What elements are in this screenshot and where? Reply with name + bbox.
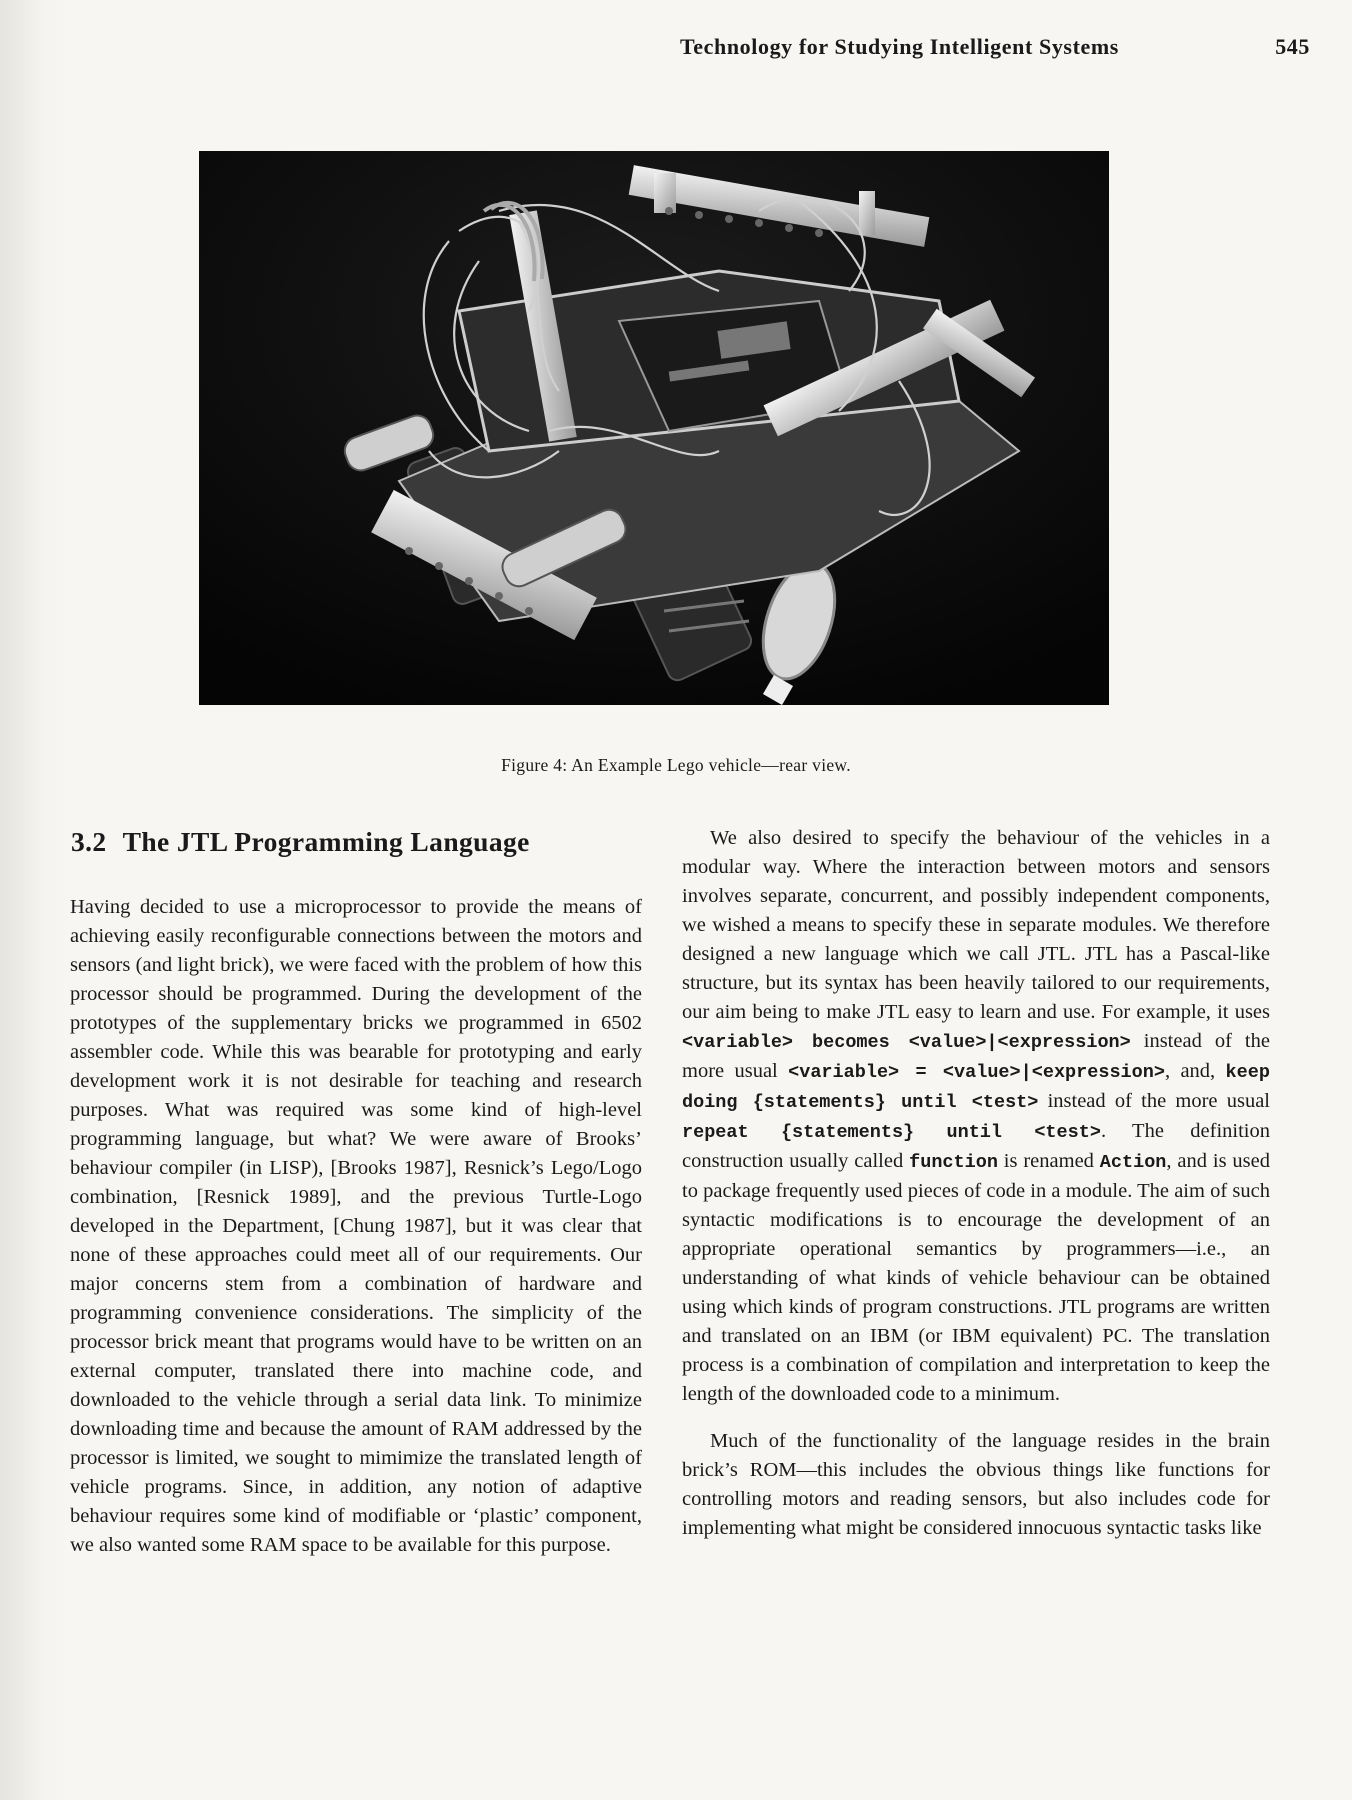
left-column	[70, 893, 642, 1560]
page-edge-shadow	[0, 0, 70, 1800]
figure-caption: Figure 4: An Example Lego vehicle—rear view.	[501, 755, 851, 775]
page-number: 545	[1275, 34, 1310, 59]
code-snippet: keep doing {statements} until <test>	[682, 1062, 1270, 1113]
code-snippet: <variable> = <value>|<expression>	[788, 1062, 1165, 1083]
right-column	[682, 824, 1270, 1543]
code-snippet: <variable> becomes <value>|<expression>	[682, 1032, 1131, 1053]
code-snippet: repeat {statements} until <test>	[682, 1122, 1101, 1143]
text-run: , and,	[1164, 1060, 1226, 1082]
figure-lego-vehicle-photo	[199, 151, 1109, 705]
running-title: Technology for Studying Intelligent Systems	[680, 34, 1119, 59]
paragraph	[682, 824, 1270, 1409]
text-run: , and is used to package frequently used pieces of code in a module. The aim of such syntactic modifications is to encourage the development of an appropriate operational semantics by programmers—i.e., an understanding of what kinds of vehicle behaviour can be obtained using which kinds of program constructions. JTL programs are written and translated on an IBM (or IBM equivalent) PC. The translation process is a combination of compilation and interpretation to keep the length of the downloaded code to a minimum.	[682, 1150, 1270, 1405]
code-snippet: function	[909, 1152, 998, 1173]
text-run: is renamed	[997, 1150, 1100, 1172]
paragraph: Much of the functionality of the language resides in the brain brick’s ROM—this includes the obvious things like functions for controlling motors and reading sensors, but also includes code for implementing what might be considered innocuous syntactic tasks like	[682, 1430, 1270, 1539]
text-run: We also desired to specify the behaviour of the vehicles in a modular way. Where the interaction between motors and sensors involves separate, concurrent, and possibly independent components, we wished a means to specify these in separate modules. We therefore designed a new language which we call JTL. JTL has a Pascal-like structure, but its syntax has been heavily tailored to our requirements, our aim being to make JTL easy to learn and use. For example, it uses	[682, 827, 1270, 1023]
paragraph: Having decided to use a microprocessor to provide the means of achieving easily reconfigurable connections between the motors and sensors (and light brick), we were faced with the problem of how this processor should be programmed. During the development of the prototypes of the supplementary bricks we programmed in 6502 assembler code. While this was bearable for prototyping and early development work it is not desirable for teaching and research purposes. What was required was some kind of high-level programming language, but what? We were aware of Brooks’ behaviour compiler (in LISP), [Brooks 1987], Resnick’s Lego/Logo combination, [Resnick 1989], and the previous Turtle-Logo developed in the Department, [Chung 1987], but it was clear that none of these approaches could meet all of our requirements. Our major concerns stem from a combination of hardware and programming convenience considerations. The simplicity of the processor brick meant that programs would have to be written on an external computer, translated there into machine code, and downloaded to the vehicle through a serial data link. To minimize downloading time and because the amount of RAM addressed by the processor is limited, we sought to mimimize the translated length of vehicle programs. Since, in addition, any notion of adaptive behaviour requires some kind of modifiable or ‘plastic’ component, we also wanted some RAM space to be available for this purpose.	[70, 896, 642, 1556]
code-snippet: Action	[1099, 1152, 1167, 1173]
text-run: instead of the more usual	[1038, 1090, 1270, 1112]
section-number: 3.2	[71, 826, 107, 857]
section-heading	[71, 826, 530, 858]
text-run: instead of the more usual	[682, 1030, 1270, 1082]
lego-vehicle-image	[199, 151, 1109, 705]
text-run: . The definition construction usually called	[682, 1120, 1270, 1172]
section-title: The JTL Programming Language	[122, 826, 530, 857]
